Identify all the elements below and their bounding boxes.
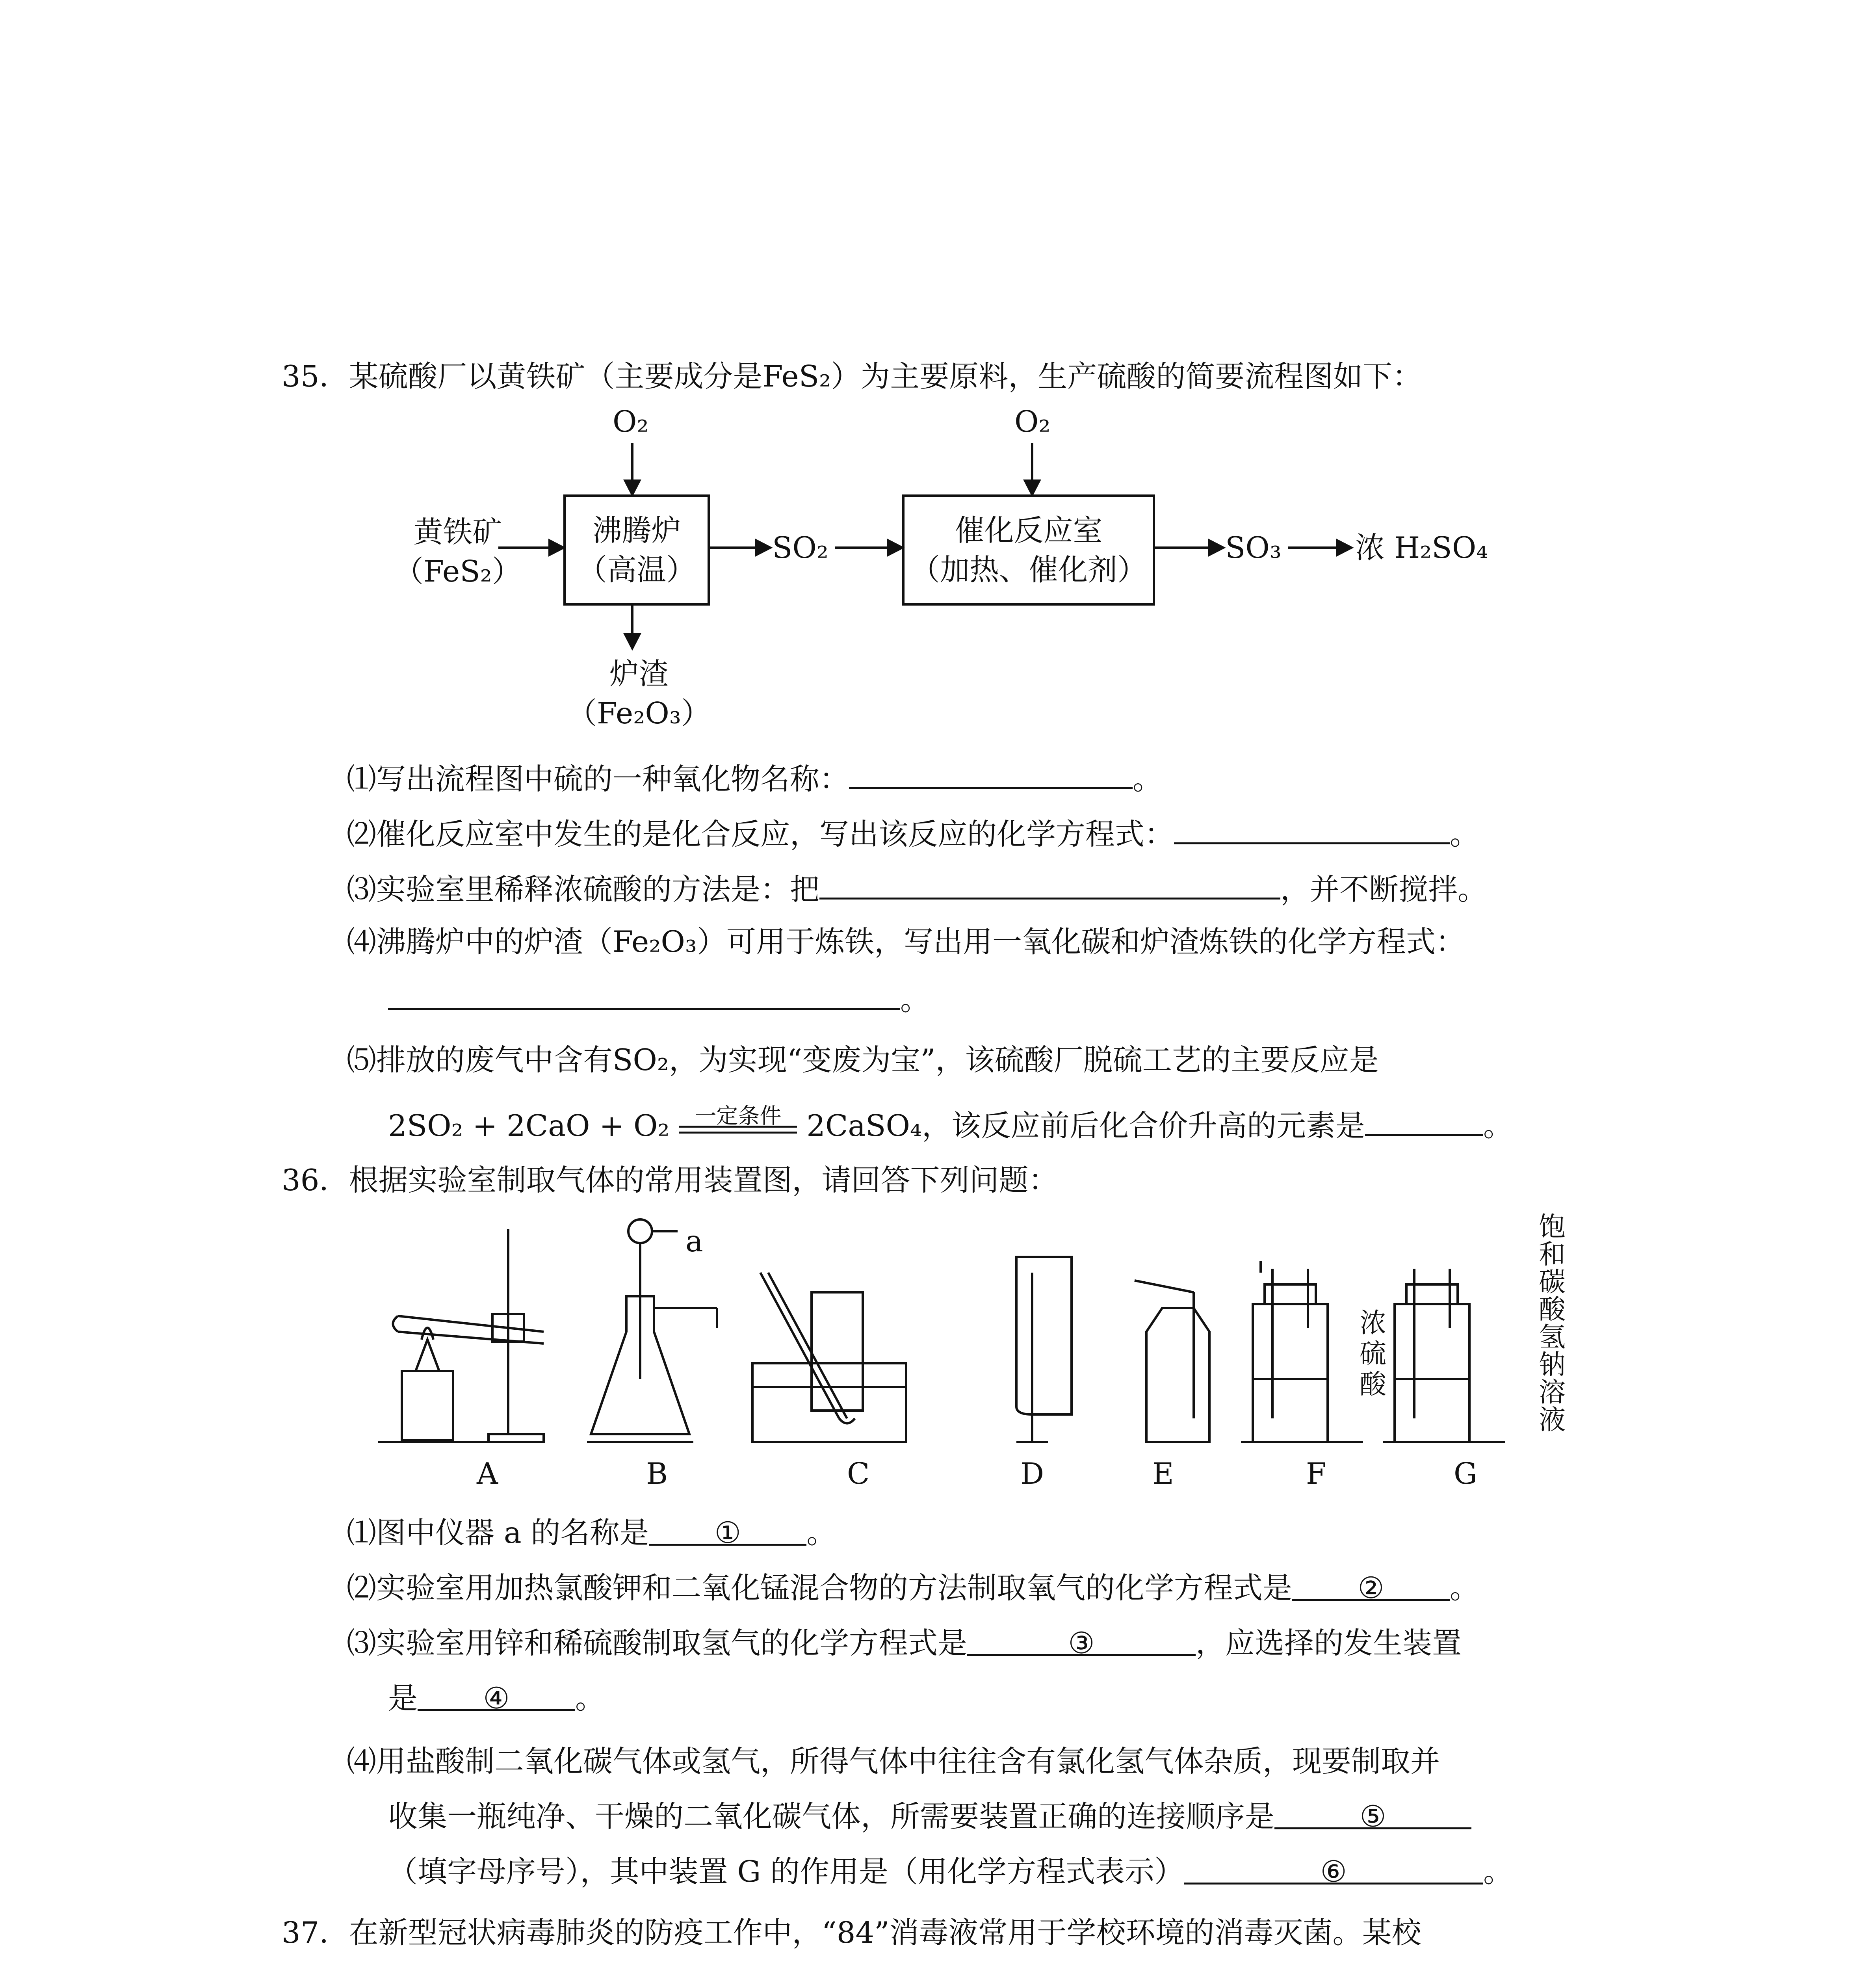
q36-p3b: 是 ④ 。 [388,1678,605,1718]
apparatus-D [1016,1257,1072,1442]
label-C: C [847,1456,870,1491]
apparatus-G [1383,1269,1505,1442]
q36-p3b-blank[interactable]: ④ [418,1678,575,1711]
apparatus-F [1241,1261,1363,1442]
q35-p5: ⑸排放的废气中含有SO₂，为实现“变废为宝”，该硫酸厂脱硫工艺的主要反应是 [347,1043,1379,1077]
label-F: F [1306,1456,1327,1491]
instrument-label-a: a [685,1224,703,1258]
eq-condition-arrow: 一定条件 [679,1126,797,1145]
label-D: D [1020,1456,1044,1491]
label-B: B [646,1456,668,1491]
apparatus-A [378,1229,544,1442]
q36-p4c-blank[interactable]: ⑥ [1184,1852,1483,1885]
q35-p3: ⑶实验室里稀释浓硫酸的方法是：把 ，并不断搅拌。 [347,867,1487,909]
q35-p3-blank[interactable] [819,867,1280,900]
label-G: G [1454,1456,1477,1491]
flow-box-boiling-furnace: 沸腾炉 （高温） [563,494,710,606]
q36-p3-blank[interactable]: ③ [967,1623,1196,1656]
f-reagent-label: 浓硫酸 [1359,1308,1386,1400]
q36-p1: ⑴图中仪器 a 的名称是 ① 。 [347,1513,836,1552]
q37-stem-2 [347,1968,1449,1970]
q36-p4: ⑷用盐酸制二氧化碳气体或氢气，所得气体中往往含有氯化氢气体杂质，现要制取并 [347,1744,1440,1779]
q35-p2-blank[interactable] [1174,812,1450,844]
label-E: E [1152,1456,1174,1491]
q35-p5-blank[interactable] [1365,1103,1483,1136]
q36-stem: 36．根据实验室制取气体的常用装置图，请回答下列问题： [282,1163,1058,1197]
q36-p2-blank[interactable]: ② [1292,1568,1450,1601]
q35-p4-answer-line: 。 [388,977,930,1019]
apparatus-C [752,1273,906,1442]
q35-p4: ⑷沸腾炉中的炉渣（Fe₂O₃）可用于炼铁，写出用一氧化碳和炉渣炼铁的化学方程式： [347,924,1465,959]
q36-p3: ⑶实验室用锌和稀硫酸制取氢气的化学方程式是 ③ ，应选择的发生装置 [347,1623,1462,1663]
q35-p4-blank[interactable] [388,977,900,1010]
q36-p4b-blank[interactable]: ⑤ [1274,1797,1471,1829]
apparatus-E [1135,1280,1209,1442]
q36-p4c: （填字母序号），其中装置 G 的作用是（用化学方程式表示） ⑥ 。 [388,1852,1513,1891]
flow-box-catalytic-chamber: 催化反应室 （加热、催化剂） [902,494,1155,606]
q35-p1-blank[interactable] [849,756,1133,789]
q35-p5-equation: 2SO₂ + 2CaO + O₂ 一定条件 2CaSO₄，该反应前后化合价升高的元素是 。 [388,1103,1513,1145]
label-A: A [477,1456,498,1491]
q36-apparatus-figure [378,1214,1580,1450]
q35-p1: ⑴写出流程图中硫的一种氧化物名称： 。 [347,756,1162,799]
flow-arrows [0,0,1876,749]
flow-final-product: 浓 H₂SO₄ [1355,530,1488,565]
flow-o2-label-1: O₂ [613,404,649,439]
q37-stem-1: 37．在新型冠状病毒肺炎的防疫工作中，“84”消毒液常用于学校环境的消毒灭菌。某校 [282,1915,1421,1950]
flow-input: 黄铁矿 （FeS₂） [394,515,522,589]
flow-so2: SO₂ [772,530,828,565]
flow-o2-label-2: O₂ [1014,404,1051,439]
q35-stem: 35．某硫酸厂以黄铁矿（主要成分是FeS₂）为主要原料，生产硫酸的简要流程图如下： [282,359,1422,394]
flow-so3: SO₃ [1225,530,1282,565]
q36-p1-blank[interactable]: ① [649,1513,806,1546]
q36-p2: ⑵实验室用加热氯酸钾和二氧化锰混合物的方法制取氧气的化学方程式是 ② 。 [347,1568,1479,1608]
q35-p2: ⑵催化反应室中发生的是化合反应，写出该反应的化学方程式： 。 [347,812,1479,854]
g-reagent-label: 饱和碳酸氢钠溶液 [1538,1212,1566,1436]
q36-p4b: 收集一瓶纯净、干燥的二氧化碳气体，所需要装置正确的连接顺序是 ⑤ [388,1797,1471,1836]
flow-residue: 炉渣 （Fe₂O₃） [567,656,711,730]
